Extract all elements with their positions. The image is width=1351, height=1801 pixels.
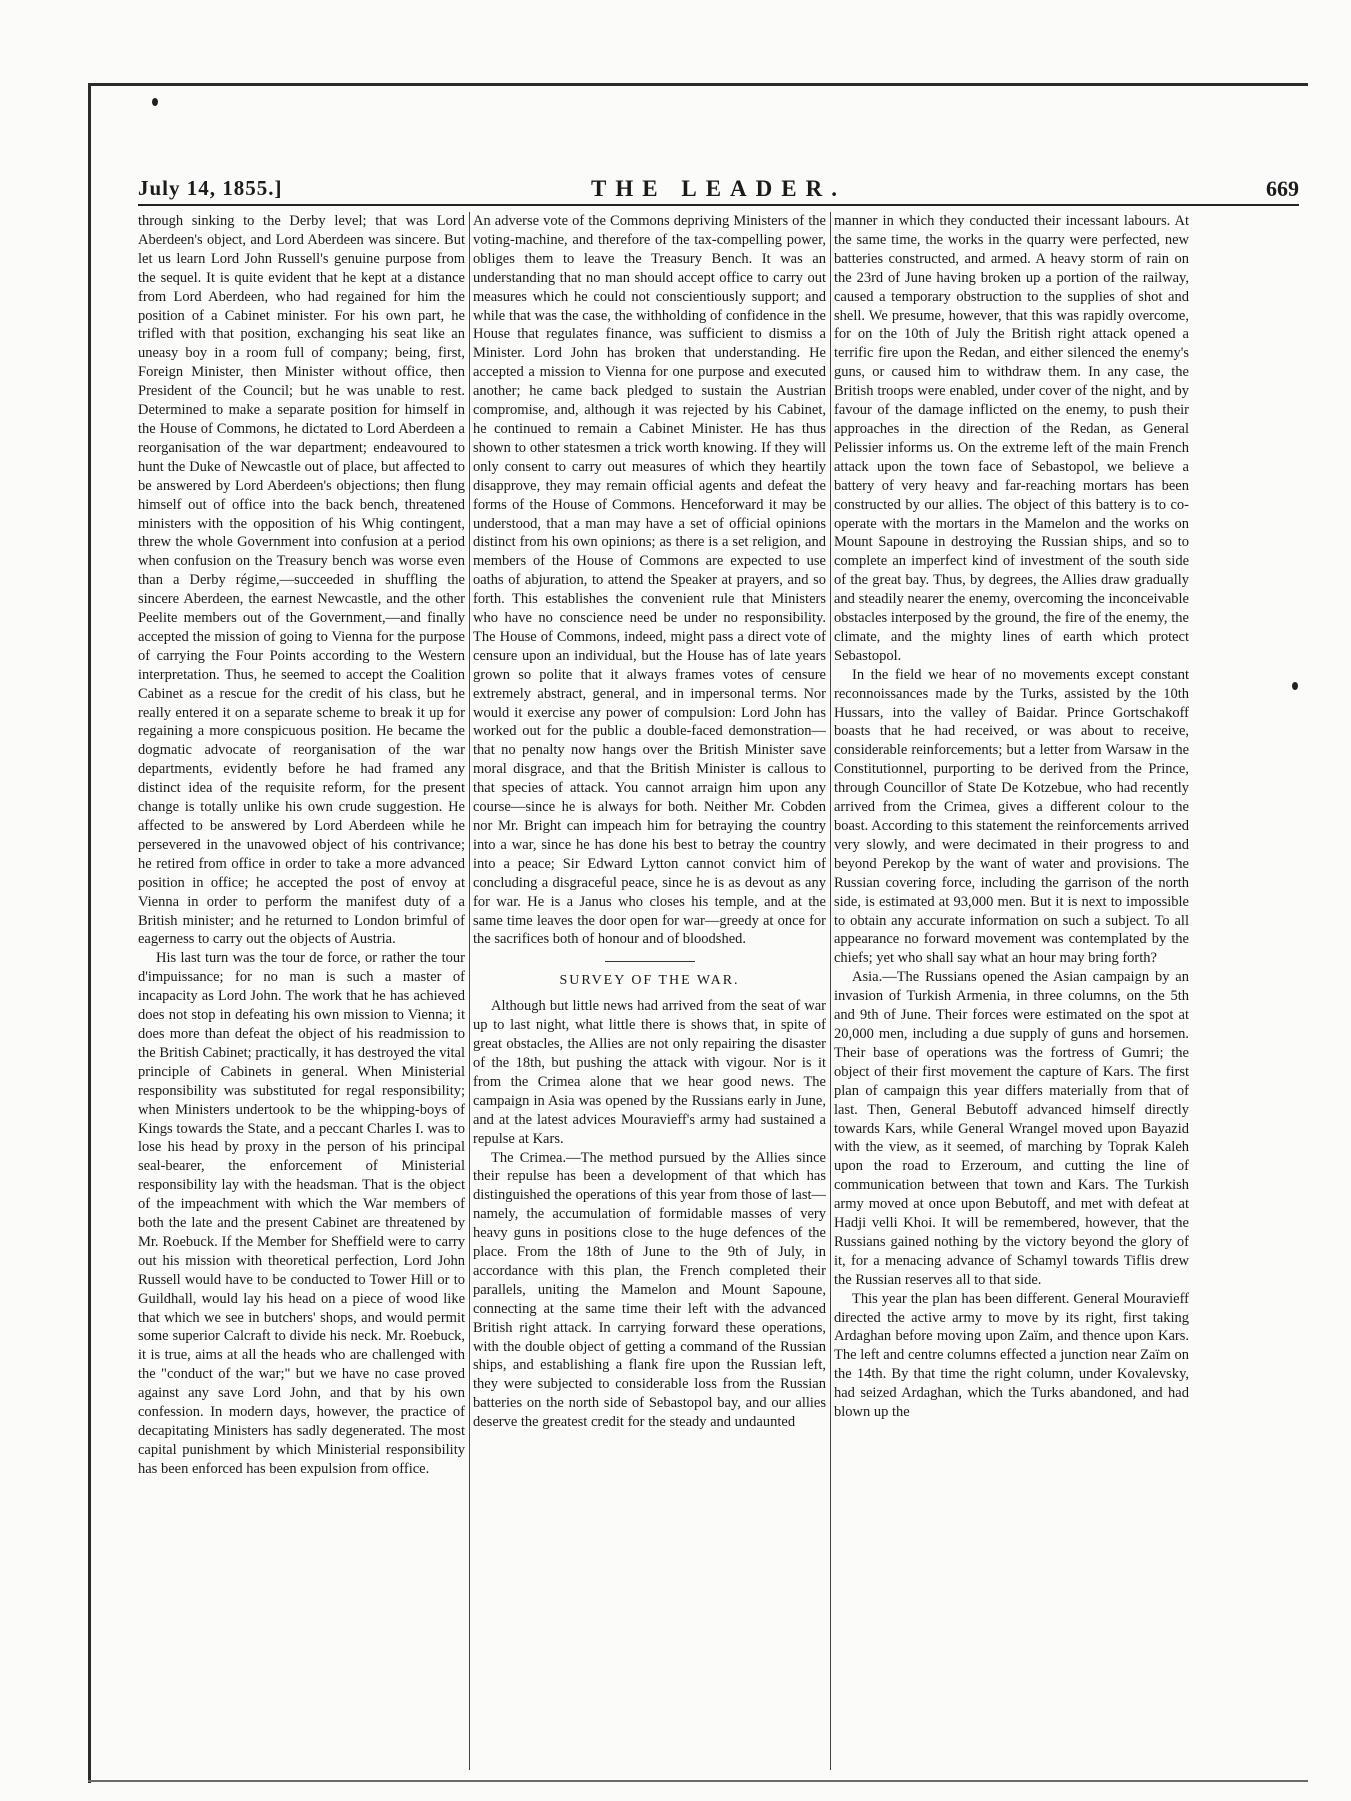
ink-mark (1292, 682, 1298, 690)
ink-mark (152, 98, 158, 106)
column-1 (138, 212, 465, 1772)
column-rule (469, 212, 470, 1770)
page-header (138, 176, 1299, 212)
paragraph: In the field we hear of no movements except constant reconnoissances made by the Turks, assisted by the 10th Hussars, into the valley of Baidar. Prince Gortschakoff boasts that he had received, or was about to receive, considerable reinforcements; but a letter from Warsaw in the Constitutionnel, purporting to be derived from the Prince, through Councillor of State De Kotzebue, who had recently arrived from the Crimea, gives a different colour to the boast. According to this statement the reinforcements arrived very slowly, and were decimated in their progress to and beyond Perekop by the want of water and provisions. The Russian covering force, including the garrison of the north side, is estimated at 93,000 men. But it is next to impossible to obtain any accurate information on such a subject. To all appearance no forward movement was contemplated by the chiefs; yet who shall say what an hour may bring forth? (834, 666, 1189, 967)
column-2 (473, 212, 826, 1772)
page-frame-left-rule (88, 83, 91, 1783)
paragraph: through sinking to the Derby level; that was Lord Aberdeen's object, and Lord Aberdeen was sincere. But let us learn Lord John Russell's genuine purpose from the sequel. It is quite evident that he kept at a distance from Lord Aberdeen, who had regained for him the position of a Cabinet minister. For his own part, he trifled with that position, exchanging his seat like an uneasy boy in a room full of company; being, first, Foreign Minister, then Minister without office, then President of the Council; but he was unable to rest. Determined to make a separate position for himself in the House of Commons, he dictated to Lord Aberdeen a reorganisation of the war department; endeavoured to hunt the Duke of Newcastle out of place, but affected to be answered by Lord Aberdeen's objections; then flung himself out of office into the back bench, threatened ministers with the opposition of his Whig contingent, threw the whole Government into confusion at a period when confusion on the Treasury bench was worse even than a Derby régime,—succeeded in shuffling the sincere Aberdeen, the earnest Newcastle, and the other Peelite members out of the Government,—and finally accepted the mission of going to Vienna for the purpose of carrying the Four Points according to the Western interpretation. Thus, he seemed to accept the Coalition Cabinet as a rescue for the credit of his class, but he really entered it on a separate scheme to break it up for regaining a more conspicuous position. He became the dogmatic advocate of reorganisation of the war departments, evidently before he had framed any distinct idea of the requisite reform, for the present change is totally unlike his own crude suggestion. He affected to be answered by Lord Aberdeen while he persevered in the unavowed object of his contrivance; he retired from office in order to take a more advanced position in office; he accepted the post of envoy at Vienna in order to perform the manifest duty of a British minister; and he returned to London brimful of eagerness to carry out the objects of Austria. (138, 213, 465, 948)
paragraph: His last turn was the tour de force, or rather the tour d'impuissance; for no man is such a master of incapacity as Lord John. The work that he has achieved does not stop in defeating his own mission to Vienna; it does more than defeat the object of his readmission to the British Cabinet; practically, it has destroyed the vital principle of Cabinets in general. When Ministerial responsibility was substituted for regal responsibility; when Ministers undertook to be the whipping-boys of Kings towards the State, and a peccant Charles I. was to lose his head by proxy in the person of his principal seal-bearer, the enforcement of Ministerial responsibility lay with the headsman. That is the object of the impeachment with which the War members of both the late and the present Cabinet are threatened by Mr. Roebuck. If the Member for Sheffield were to carry out his mission with theoretical perfection, Lord John Russell would have to be conducted to Tower Hill or to Guildhall, would lay his head on a piece of wood like that which we see in butchers' shops, and would permit some superior Calcraft to divide his neck. Mr. Roebuck, it is true, aims at all the heads who are challenged with the "conduct of the war;" but we have no case proved against any save Lord John, and that by his own confession. In modern days, however, the practice of decapitating Ministers has sadly degenerated. The most capital punishment by which Ministerial responsibility has been enforced has been expulsion from office. (138, 950, 465, 1477)
header-rule (138, 204, 1299, 206)
page-frame-bottom-rule (88, 1780, 1308, 1782)
paragraph: manner in which they conducted their incessant labours. At the same time, the works in the quarry were perfected, new batteries constructed, and armed. A heavy storm of rain on the 23rd of June having broken up a portion of the railway, caused a temporary obstruction to the supplies of shot and shell. We presume, however, that this was rapidly overcome, for on the 10th of July the British right attack opened a terrific fire upon the Redan, and either silenced the enemy's guns, or caused him to withdraw them. In any case, the British troops were enabled, under cover of the night, and by favour of the damage inflicted on the enemy, to push their approaches in the direction of the Redan, as General Pelissier informs us. On the extreme left of the main French attack upon the town face of Sebastopol, we believe a battery of very heavy and far-reaching mortars has been constructed by our allies. The object of this battery is to co-operate with the mortars in the Mamelon and the works on Mount Sapoune in destroying the Russian ships, and so to complete an imperfect kind of investment of the south side of the great bay. Thus, by degrees, the Allies draw gradually and steadily nearer the enemy, overcoming the inconceivable obstacles interposed by the ground, the fire of the enemy, the climate, and the mighty lines of earth which protect Sebastopol. (834, 213, 1189, 664)
paragraph: The Crimea.—The method pursued by the Allies since their repulse has been a development of that which has distinguished the operations of this year from those of last—namely, the accumulation of formidable masses of very heavy guns in positions close to the huge defences of the place. From the 18th of June to the 9th of July, in accordance with this plan, the French completed their parallels, uniting the Mamelon and Mount Sapoune, connecting at the same time their left with the advanced British right attack. In carrying forward these operations, with the double object of getting a command of the Russian ships, and establishing a flank fire upon the Russian left, they were subjected to considerable loss from the Russian batteries on the north side of Sebastopol bay, and our allies deserve the greatest credit for the steady and undaunted (473, 1149, 826, 1431)
paragraph: This year the plan has been different. General Mouravieff directed the active army to move by its right, first taking Ardaghan before moving upon Zaïm, and thence upon Kars. The left and centre columns effected a junction near Zaïm on the 14th. By that time the right column, under Kovalevsky, had seized Ardaghan, which the Turks abandoned, and had blown up the (834, 1290, 1189, 1421)
masthead-title: THE LEADER. (591, 176, 846, 201)
page-frame-top-rule (88, 83, 1308, 86)
column-3 (834, 212, 1189, 1772)
paragraph: Although but little news had arrived from the seat of war up to last night, what little there is shows that, in spite of great obstacles, the Allies are not only repairing the disaster of the 18th, but pushing the attack with vigour. Nor is it from the Crimea alone that we hear good news. The campaign in Asia was opened by the Russians early in June, and at the latest advices Mouravieff's army had sustained a repulse at Kars. (473, 998, 826, 1147)
section-heading: SURVEY OF THE WAR. (559, 973, 740, 989)
section-divider (605, 961, 695, 962)
header-date: July 14, 1855.] (138, 176, 283, 200)
paragraph: An adverse vote of the Commons depriving Ministers of the voting-machine, and therefore of the tax-compelling power, obliges them to leave the Treasury Bench. It was an understanding that no man should accept office to carry out measures which he could not conscientiously support; and while that was the case, the withholding of confidence in the House that regulates finance, was sufficient to dismiss a Minister. Lord John has broken that understanding. He accepted a mission to Vienna for one purpose and executed another; he came back pledged to sustain the Austrian compromise, and, although it was rejected by his Cabinet, he continued to remain a Cabinet Minister. He has thus shown to other statesmen a trick worth knowing. If they will only consent to carry out measures of which they heartily disapprove, they may remain official agents and defeat the forms of the House of Commons. Henceforward it may be understood, that a man may have a set of official opinions distinct from his own opinions; as there is a set religion, and members of the House of Commons are expected to use oaths of abjuration, to attend the Speaker at prayers, and so forth. This establishes the convenient rule that Ministers who have no conscience need be under no responsibility. The House of Commons, indeed, might pass a direct vote of censure upon an individual, but the House has of late years grown so polite that it always frames votes of censure extremely abstract, general, and in impersonal terms. Nor would it exercise any power of compulsion: Lord John has worked out for the public a double-faced demonstration—that no penalty now hangs over the British Minister save moral disgrace, and that the British Minister is callous to that species of attack. You cannot arraign him upon any course—since he is always for both. Neither Mr. Cobden nor Mr. Bright can impeach him for betraying the country into a war, since he has done his best to betray the country into a peace; Sir Edward Lytton cannot convict him of concluding a disgraceful peace, since he is as devout as any for war. He is a Janus who closes his temple, and at the same time leaves the door open for war—greedy at once for the sacrifices both of honour and of bloodshed. (473, 213, 826, 948)
column-rule (830, 212, 831, 1770)
paragraph: Asia.—The Russians opened the Asian campaign by an invasion of Turkish Armenia, in three columns, on the 5th and 9th of June. Their forces were estimated on the spot at 20,000 men, including a due supply of guns and horsemen. Their base of operations was the fortress of Gumri; the object of their first movement the capture of Kars. The first plan of campaign this year differs materially from that of last. Then, General Bebutoff advanced himself directly towards Kars, while General Wrangel moved upon Bayazid with the view, as it seemed, of marching by Toprak Kaleh upon the road to Erzeroum, and cutting the line of communication between that town and Kars. The Turkish army moved at once upon Bebutoff, and met with defeat at Hadji velli Khoi. It will be remembered, however, that the Russians gained nothing by the victory beyond the glory of it, for a menacing advance of Schamyl towards Tiflis drew the Russian reserves all to that side. (834, 969, 1189, 1288)
page-number: 669 (1266, 176, 1299, 201)
